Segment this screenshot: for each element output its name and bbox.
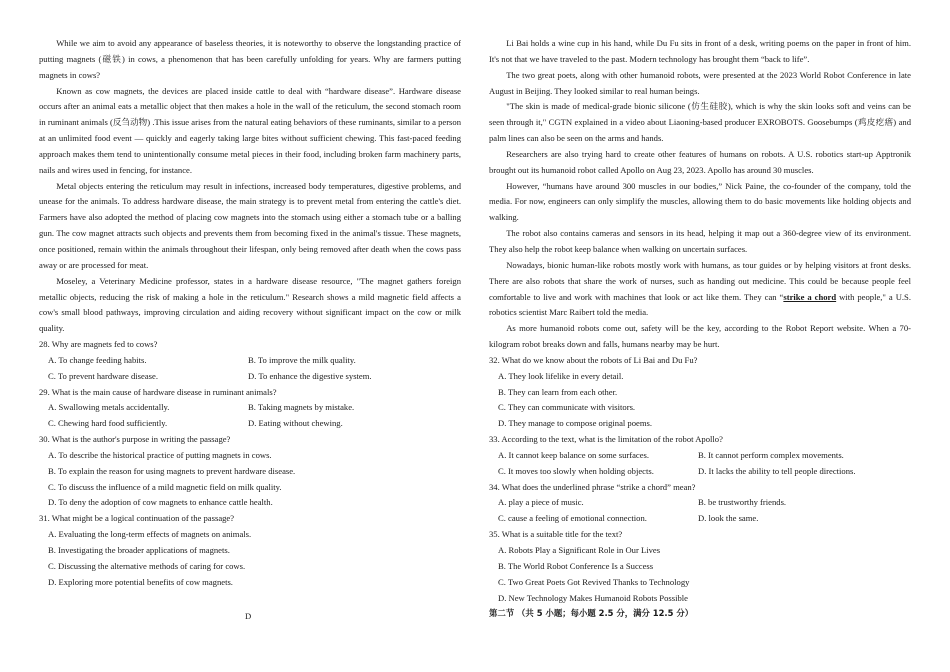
section-heading: 第二节 （共 5 小题；每小题 2.5 分，满分 12.5 分）	[489, 608, 694, 619]
option-d: D. To deny the adoption of cow magnets to enhance cattle health.	[48, 497, 273, 508]
option-a: A. They look lifelike in every detail.	[498, 370, 624, 381]
question-32	[489, 353, 911, 432]
option-a: A. Swallowing metals accidentally.	[48, 402, 170, 413]
option-c: C. To discuss the influence of a mild magnetic field on milk quality.	[48, 481, 282, 492]
option-b: B. The World Robot Conference Is a Success	[498, 560, 654, 571]
question-options	[39, 448, 461, 511]
option-d: D. Exploring more potential benefits of cow magnets.	[48, 576, 233, 587]
option-c: C. They can communicate with visitors.	[498, 402, 636, 413]
question-29	[39, 385, 461, 433]
option-c: C. To prevent hardware disease.	[48, 370, 158, 381]
question-options	[39, 353, 461, 385]
option-d: D. New Technology Makes Humanoid Robots Possible	[498, 592, 688, 603]
question-stem: 32. What do we know about the robots of Li Bai and Du Fu?	[489, 354, 698, 365]
option-d: D. To enhance the digestive system.	[248, 370, 372, 381]
question-31	[39, 511, 461, 590]
question-options	[39, 400, 461, 432]
option-c: C. Discussing the alternative methods of caring for cows.	[48, 560, 246, 571]
option-a: A. Evaluating the long-term effects of magnets on animals.	[48, 529, 252, 540]
question-28	[39, 337, 461, 385]
right-column	[489, 36, 911, 622]
question-35	[489, 527, 911, 606]
question-34	[489, 480, 911, 528]
option-b: B. To improve the milk quality.	[248, 354, 356, 365]
option-b: B. They can learn from each other.	[498, 386, 618, 397]
option-c: C. Chewing hard food sufficiently.	[48, 418, 168, 429]
question-33	[489, 432, 911, 480]
left-column	[39, 36, 461, 591]
passage-paragraph: Known as cow magnets, the devices are placed inside cattle to deal with “hardware disease”. Hardware disease occurs after an animal eats a metallic object that then makes a hole in the wall of the reticulum, the second stomach room in ruminant animals (反刍动物) .This issue arises from the natural eating behaviors of these ruminants, similar to a person at an unlimited food event — quickly and eagerly taking large bites without sufficient chewing. This fast-paced feeding approach makes them tend to unintentionally consume metal pieces in their food, including broken farm machinery parts, nails and wires used in fencing, for instance.	[39, 85, 461, 175]
question-stem: 35. What is a suitable title for the text?	[489, 529, 623, 540]
option-b: B. To explain the reason for using magnets to prevent hardware disease.	[48, 465, 296, 476]
question-stem: 31. What might be a logical continuation of the passage?	[39, 513, 235, 524]
question-stem: 28. Why are magnets fed to cows?	[39, 339, 158, 350]
option-a: A. To describe the historical practice of putting magnets in cows.	[48, 449, 272, 460]
question-stem: 29. What is the main cause of hardware disease in ruminant animals?	[39, 386, 277, 397]
option-d: D. It lacks the ability to tell people directions.	[698, 465, 856, 476]
option-d: D. Eating without chewing.	[248, 418, 343, 429]
question-options	[39, 527, 461, 590]
option-d: D. They manage to compose original poems.	[498, 418, 653, 429]
passage-paragraph: Moseley, a Veterinary Medicine professor, states in a hardware disease resource, "The magnet gathers foreign metallic objects, reducing the risk of making a hole in the reticulum." Research shows a mild magnetic field affects a cow's small blood pathways, improving circulation and aiding recovery without significant impact on the cow or milk quality.	[39, 275, 461, 334]
option-c: C. It moves too slowly when holding objects.	[498, 465, 654, 476]
question-options	[489, 543, 911, 606]
passage-paragraph: As more humanoid robots come out, safety will be the key, according to the Robot Report website. When a 70-kilogram robot breaks down and falls, humans nearby may be hurt.	[489, 323, 911, 350]
question-stem: 34. What does the underlined phrase “strike a chord” mean?	[489, 481, 696, 492]
passage-paragraph: The two great poets, along with other humanoid robots, were presented at the 2023 World Robot Conference in late August in Beijing. They looked similar to real human beings.	[489, 69, 911, 96]
question-options	[489, 495, 911, 527]
passage-paragraph: However, “humans have around 300 muscles in our bodies,” Nick Paine, the co-founder of the company, told the media. For now, engineers can only simplify the muscles, allowing them to do basic movements like holding objects and walking.	[489, 180, 911, 223]
question-stem: 33. According to the text, what is the limitation of the robot Apollo?	[489, 434, 723, 445]
question-stem: 30. What is the author's purpose in writing the passage?	[39, 434, 231, 445]
passage-paragraph: "The skin is made of medical-grade bionic silicone (仿生硅胶), which is why the skin looks soft and veins can be seen through it," CGTN explained in a video about Liaoning-based producer EXROBOTS. Goosebumps (鸡皮疙瘩) and palm lines can also be seen on the arms and hands.	[489, 101, 911, 144]
option-b: B. Investigating the broader applications of magnets.	[48, 545, 230, 555]
underlined-phrase: strike a chord	[783, 291, 837, 302]
option-c: C. Two Great Poets Got Revived Thanks to Technology	[498, 576, 690, 587]
paragraph-text: Nowadays, bionic human-like robots mostly work with humans, as tour guides or by helping visitors at front desks. There are also robots that share the work of nurses, such as handing out medicine. This could be because people feel comfortable to live and work with machines that look or act like them. They can “	[489, 259, 911, 302]
option-c: C. cause a feeling of emotional connection.	[498, 513, 647, 524]
option-a: A. It cannot keep balance on some surfaces.	[498, 449, 650, 460]
passage-paragraph: Researchers are also trying hard to create other features of humans on robots. A U.S. robotics start-up Apptronik brought out its humanoid robot called Apollo on Aug 23, 2023. Apollo has around 30 muscles.	[489, 148, 911, 175]
option-b: B. Taking magnets by mistake.	[248, 402, 355, 413]
paragraph-text: with people," a U.S. robotics scientist Marc Raibert told the media.	[489, 291, 911, 318]
passage-paragraph: Li Bai holds a wine cup in his hand, while Du Fu sits in front of a desk, writing poems on the paper in front of him. It's not that we have traveled to the past. Modern technology has brought them “back to life”.	[489, 38, 911, 64]
option-b: B. It cannot perform complex movements.	[698, 449, 844, 460]
option-d: D. look the same.	[698, 513, 759, 524]
passage-paragraph	[489, 258, 911, 321]
question-options	[489, 369, 911, 432]
passage-paragraph: Metal objects entering the reticulum may result in infections, increased body temperatures, digestive problems, and unease for the animals. To address hardware disease, the main strategy is to prevent metal from entering the cattle's diet. Farmers have also adopted the method of placing cow magnets into the stomach using either a stomach tube or a balling gun. The cow magnet attracts such objects and prevents them from becoming fixed in the animal's tissue. These magnets, once positioned, remain within the animals throughout their lifespan, only being removed after death when the cows pass away or are processed for meat.	[39, 180, 461, 270]
passage-paragraph: While we aim to avoid any appearance of baseless theories, it is noteworthy to observe the longstanding practice of putting magnets (磁铁) in cows, a phenomenon that has been carefully unfolding for years. Why are farmers putting magnets in cows?	[39, 38, 461, 80]
question-30	[39, 432, 461, 511]
option-a: A. Robots Play a Significant Role in Our Lives	[498, 545, 661, 555]
page-letter: D	[245, 611, 252, 621]
passage-paragraph: The robot also contains cameras and sensors in its head, helping it map out a 360-degree view of its environment. They also help the robot keep balance when walking on uncertain surfaces.	[489, 228, 911, 254]
option-b: B. be trustworthy friends.	[698, 497, 787, 508]
option-a: A. play a piece of music.	[498, 497, 584, 508]
question-options	[489, 448, 911, 480]
option-a: A. To change feeding habits.	[48, 354, 147, 365]
